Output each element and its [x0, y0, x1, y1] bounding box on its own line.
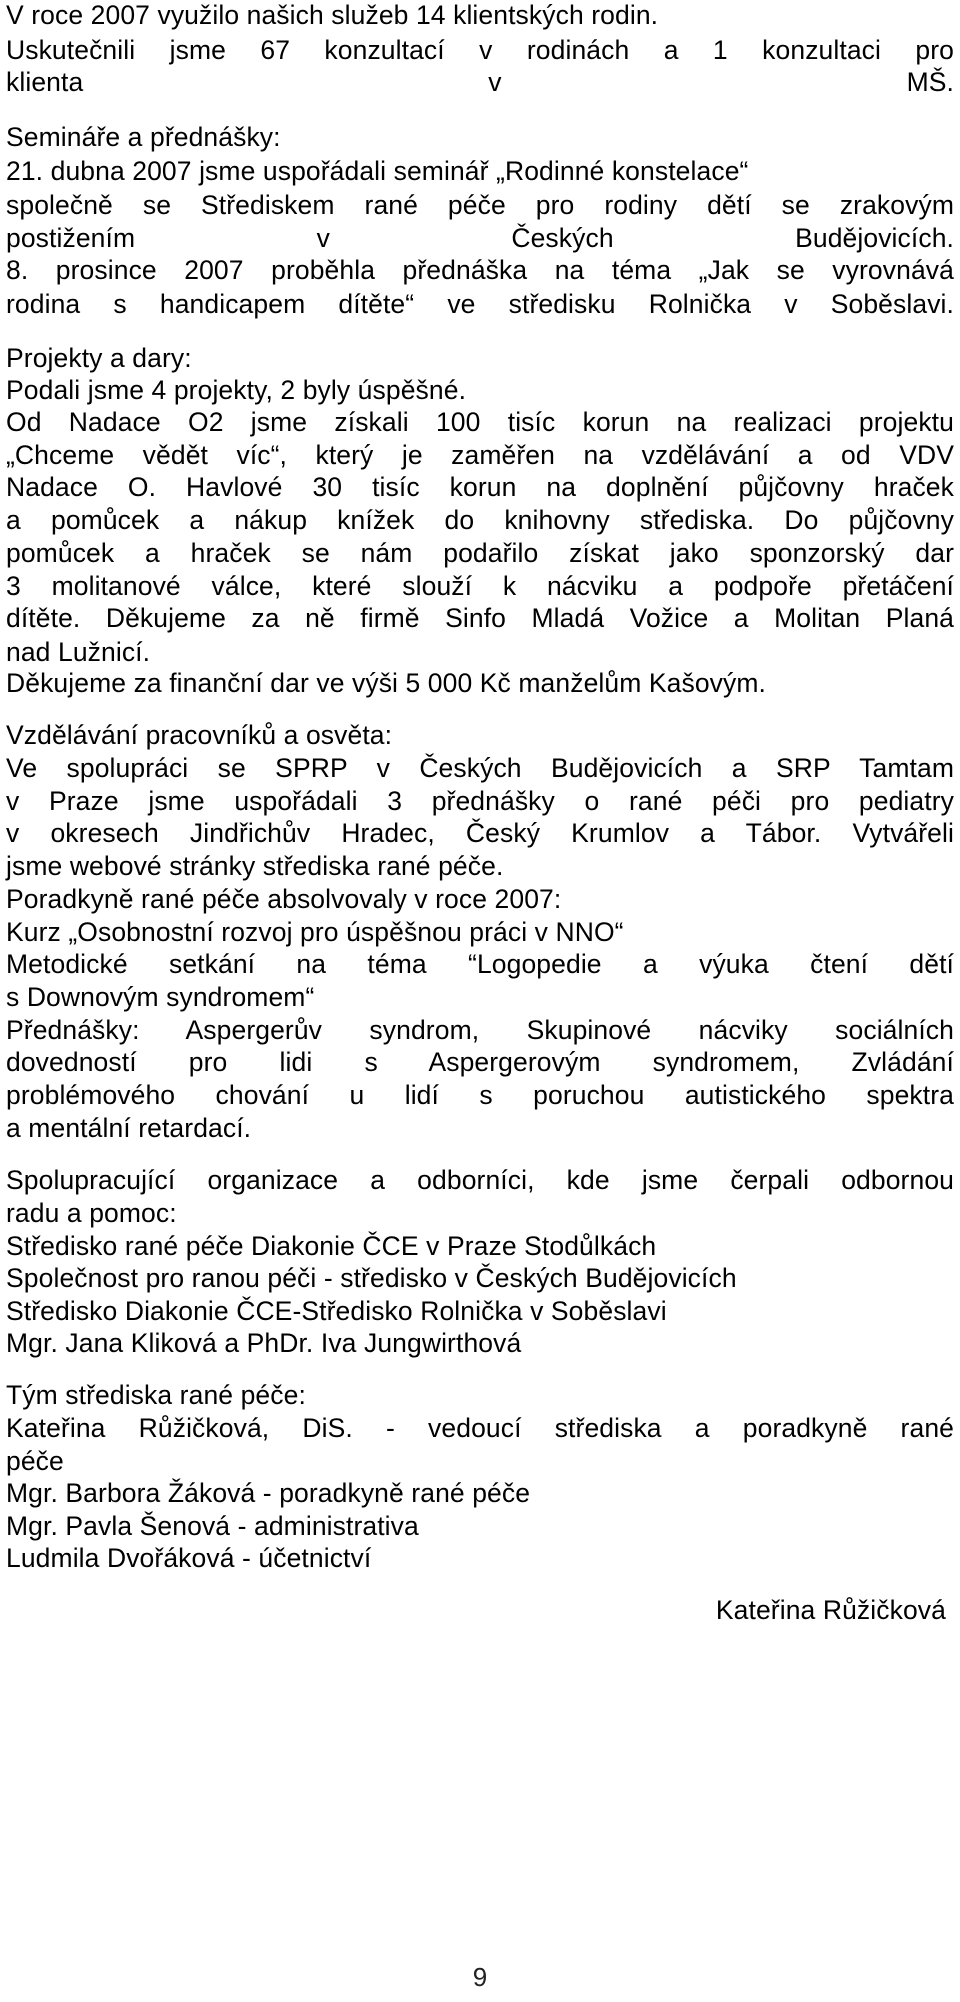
- text-line: 21. dubna 2007 jsme uspořádali seminář „Rodinné konstelace“: [6, 156, 749, 186]
- text-line: rodina s handicapem dítěte“ ve středisku Rolnička v Soběslavi.: [6, 289, 954, 319]
- page-number: 9: [472, 1962, 488, 1992]
- text-line: a mentální retardací.: [6, 1113, 252, 1143]
- text-line: jsme webové stránky střediska rané péče.: [6, 851, 504, 881]
- text-line: dítěte. Děkujeme za ně firmě Sinfo Mladá Vožice a Molitan Planá: [6, 603, 954, 633]
- text-line: Společnost pro ranou péči - středisko v Českých Budějovicích: [6, 1263, 737, 1293]
- text-line: Poradkyně rané péče absolvovaly v roce 2007:: [6, 884, 562, 914]
- text-line: nad Lužnicí.: [6, 637, 151, 667]
- text-line: Nadace O. Havlové 30 tisíc korun na doplnění půjčovny hraček: [6, 472, 954, 502]
- text-line: Uskutečnili jsme 67 konzultací v rodinách a 1 konzultaci pro: [6, 35, 954, 65]
- text-line: Děkujeme za finanční dar ve výši 5 000 Kč manželům Kašovým.: [6, 668, 767, 698]
- text-line: Středisko rané péče Diakonie ČCE v Praze Stodůlkách: [6, 1231, 657, 1261]
- text-line: Kateřina Růžičková, DiS. - vedoucí střediska a poradkyně rané: [6, 1413, 954, 1443]
- text-line: a pomůcek a nákup knížek do knihovny střediska. Do půjčovny: [6, 505, 954, 535]
- text-line: Ve spolupráci se SPRP v Českých Budějovicích a SRP Tamtam: [6, 753, 954, 783]
- text-line: společně se Střediskem rané péče pro rodiny dětí se zrakovým: [6, 190, 954, 220]
- text-line: Mgr. Pavla Šenová - administrativa: [6, 1511, 419, 1541]
- text-line: v okresech Jindřichův Hradec, Český Krumlov a Tábor. Vytvářeli: [6, 818, 954, 848]
- text-line: Podali jsme 4 projekty, 2 byly úspěšné.: [6, 375, 467, 405]
- text-line: problémového chování u lidí s poruchou autistického spektra: [6, 1080, 954, 1110]
- text-line: Mgr. Jana Kliková a PhDr. Iva Jungwirthová: [6, 1328, 522, 1358]
- text-line: Kurz „Osobnostní rozvoj pro úspěšnou práci v NNO“: [6, 917, 624, 947]
- text-line: 8. prosince 2007 proběhla přednáška na téma „Jak se vyrovnává: [6, 255, 954, 285]
- text-line: Přednášky: Aspergerův syndrom, Skupinové nácviky sociálních: [6, 1015, 954, 1045]
- text-line: Metodické setkání na téma “Logopedie a výuka čtení dětí: [6, 949, 954, 979]
- text-line: s Downovým syndromem“: [6, 982, 315, 1012]
- text-line: Semináře a přednášky:: [6, 122, 281, 152]
- text-line: radu a pomoc:: [6, 1198, 177, 1228]
- text-line: Mgr. Barbora Žáková - poradkyně rané péče: [6, 1478, 531, 1508]
- text-line: postižením v Českých Budějovicích.: [6, 223, 954, 253]
- signature-line: Kateřina Růžičková: [715, 1595, 946, 1625]
- text-line: Vzdělávání pracovníků a osvěta:: [6, 720, 393, 750]
- text-line: v Praze jsme uspořádali 3 přednášky o rané péči pro pediatry: [6, 786, 954, 816]
- text-line: Projekty a dary:: [6, 343, 192, 373]
- text-line: „Chceme vědět víc“, který je zaměřen na vzdělávání a od VDV: [6, 440, 954, 470]
- text-line: V roce 2007 využilo našich služeb 14 klientských rodin.: [6, 0, 659, 30]
- text-line: 3 molitanové válce, které slouží k nácviku a podpoře přetáčení: [6, 571, 954, 601]
- text-line: Ludmila Dvořáková - účetnictví: [6, 1543, 372, 1573]
- text-line: Středisko Diakonie ČCE-Středisko Rolnička v Soběslavi: [6, 1296, 667, 1326]
- text-line: péče: [6, 1446, 64, 1476]
- text-line: Od Nadace O2 jsme získali 100 tisíc korun na realizaci projektu: [6, 407, 954, 437]
- text-line: pomůcek a hraček se nám podařilo získat jako sponzorský dar: [6, 538, 954, 568]
- text-line: dovedností pro lidi s Aspergerovým syndromem, Zvládání: [6, 1047, 954, 1077]
- text-line: Spolupracující organizace a odborníci, kde jsme čerpali odbornou: [6, 1165, 954, 1195]
- text-line: Tým střediska rané péče:: [6, 1380, 306, 1410]
- text-line: klienta v MŠ.: [6, 67, 954, 97]
